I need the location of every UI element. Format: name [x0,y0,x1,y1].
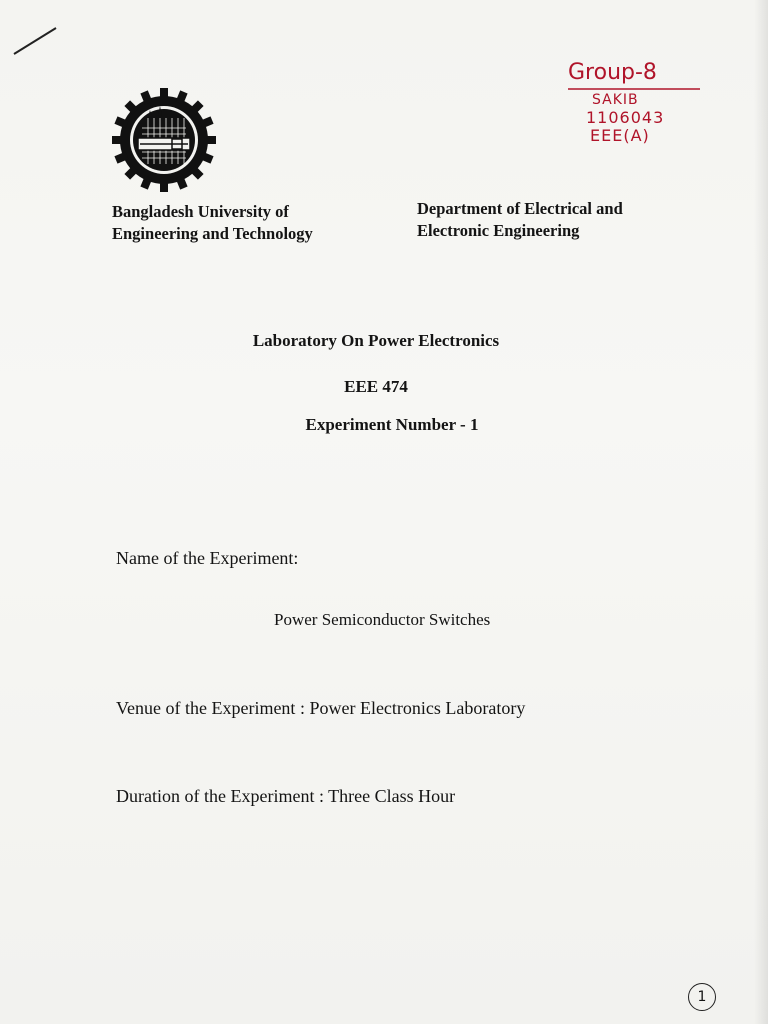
handwritten-name: SAKIB [592,92,639,108]
duration-row [116,786,455,807]
experiment-number: Experiment Number - 1 [305,415,479,434]
course-code: EEE 474 [344,377,408,396]
page-number-circle [688,983,716,1011]
handwritten-student-id: 1106043 [586,108,665,127]
experiment-name-label: Name of the Experiment: [116,548,299,568]
venue-label: Venue of the Experiment : [116,698,305,718]
university-name [112,201,313,245]
buet-logo [112,88,216,192]
venue-row [116,698,525,719]
page-number: 1 [697,989,707,1005]
university-line-2: Engineering and Technology [112,224,313,243]
department-line-1: Department of Electrical and [417,199,623,218]
duration-value: Three Class Hour [328,786,456,806]
handwritten-group: Group-8 [568,60,657,85]
handwritten-section: EEE(A) [590,126,650,145]
venue-value: Power Electronics Laboratory [309,698,526,718]
laboratory-title: Laboratory On Power Electronics [252,331,500,350]
department-line-2: Electronic Engineering [417,221,580,240]
experiment-name-value: Power Semiconductor Switches [274,610,491,629]
department-name [417,198,623,242]
university-line-1: Bangladesh University of [112,202,289,221]
duration-label: Duration of the Experiment : [116,786,324,806]
pen-stroke-mark [10,20,60,60]
